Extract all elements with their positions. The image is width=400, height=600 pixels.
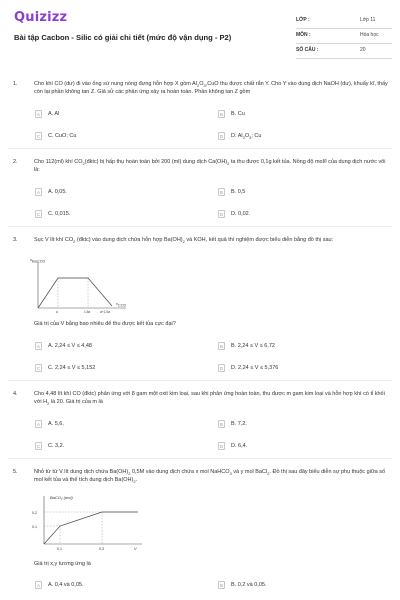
meta-row-class: [296, 14, 392, 29]
option-letter-box: B: [218, 188, 225, 196]
y-axis-label: BaCO₃ (mol): [50, 495, 73, 500]
option-d[interactable]: [218, 210, 378, 222]
option-letter-box: C: [36, 444, 41, 449]
option-label: A. 2,24 ≤ V ≤ 4,48: [48, 343, 92, 349]
option-a[interactable]: [35, 342, 195, 354]
option-letter-box: A: [35, 581, 42, 589]
question-number: 1.: [13, 81, 18, 87]
option-c[interactable]: [35, 442, 195, 454]
option-d[interactable]: [218, 132, 378, 144]
meta-row-subject: [296, 29, 392, 44]
divider: [8, 148, 392, 149]
question-number: 5.: [13, 469, 18, 475]
option-letter-box: A: [35, 188, 42, 196]
option-b[interactable]: [218, 420, 378, 432]
option-label: A. 0,4 và 0,05.: [48, 582, 84, 588]
x-tick-label: 0,1: [57, 547, 62, 551]
question-text: Giá trị x,y tương ứng là: [34, 561, 91, 567]
meta-value: Hóa học: [360, 32, 379, 38]
option-label: A. 0,05.: [48, 189, 67, 195]
x-axis-label: $n_{CO2}$: [116, 302, 127, 308]
option-label: B. 2,24 ≤ V ≤ 6,72: [231, 343, 275, 349]
option-letter-box: B: [218, 110, 225, 118]
y-tick-label: 0,1: [32, 525, 37, 529]
question-number: 2.: [13, 159, 18, 165]
meta-key: SỐ CÂU :: [296, 47, 319, 53]
option-label: D. 0,02.: [231, 211, 251, 217]
option-label: B. 0,5: [231, 189, 246, 195]
option-label: A. 5,6.: [48, 421, 64, 427]
divider: [8, 380, 392, 381]
meta-value: 20: [360, 47, 366, 53]
precipitate-graph-q3: [30, 258, 130, 314]
question-text: Cho 112(ml) khí $CO_2(đktc)$ bị hấp thụ hoàn toàn bởi 200 (ml) dung dịch $Ca(OH)_2$ ta thu được 0,1g kết tủa. Nồng độ mol/l của dung dịch nước vôi là:: [34, 159, 386, 174]
divider: [8, 458, 392, 459]
quizizz-logo: Quizizz: [14, 10, 68, 25]
question-text: Giá trị của V bằng bao nhiêu để thu được kết tủa cực đại?: [34, 321, 176, 327]
question-text: Cho khí CO (dư) đi vào ống sứ nung nóng đựng hỗn hợp X gồm $Al_2O_3,CuO$ thu được chất rắn Y. Cho Y vào dung dịch NaOH (dư), khuấy kĩ, thấy còn lại phần không tan Z. Giả sử các phản ứng xảy ra hoàn toàn. Phần không tan Z gồm: [34, 81, 388, 96]
graph-line: [44, 512, 138, 544]
divider: [8, 226, 392, 227]
option-letter-box: D: [219, 444, 224, 449]
option-label: D. 6,4.: [231, 443, 248, 449]
option-letter-box: B: [218, 581, 225, 589]
question-number: 4.: [13, 391, 18, 397]
y-tick-label: 0,2: [32, 511, 37, 515]
worksheet-meta: [296, 14, 392, 59]
option-b[interactable]: [218, 342, 378, 354]
x-tick-label: 0,3: [99, 547, 104, 551]
x-tick-label: 1,5a: [84, 310, 91, 314]
option-label: A. Al: [48, 111, 60, 117]
option-label: D. $Al_2O_3$; Cu: [231, 133, 262, 141]
precipitate-graph-q5: [30, 492, 150, 554]
option-letter-box: C: [36, 212, 41, 217]
question-text: Sục V lít khí $CO_2$ (đktc) vào dung dịch chứa hỗn hợp $Ba(OH)_2$ và KOH, kết quả thí nghiệm được biểu diễn bằng đồ thị sau:: [34, 237, 334, 245]
option-letter-box: B: [218, 342, 225, 350]
option-a[interactable]: [35, 188, 195, 200]
option-c[interactable]: [35, 364, 195, 376]
option-label: C. 2,24 ≤ V ≤ 5,152: [48, 365, 96, 371]
question-text: Cho 4,48 lít khí CO (đktc) phản ứng với 8 gam một oxit kim loại, sau khi phản ứng hoàn toàn, thu được m gam kim loại và hỗn hợp khí có tỉ khối với $H_2$ là 20. Giá trị của m là: [34, 391, 385, 407]
meta-row-count: [296, 44, 392, 59]
option-letter-box: C: [36, 134, 41, 139]
option-letter-box: D: [219, 212, 224, 217]
option-label: B. Cu: [231, 111, 245, 117]
option-d[interactable]: [218, 442, 378, 454]
option-label: B. 0,2 và 0,05.: [231, 582, 267, 588]
meta-key: LỚP :: [296, 17, 310, 23]
option-b[interactable]: [218, 188, 378, 200]
option-letter-box: C: [36, 366, 41, 371]
meta-key: MÔN :: [296, 32, 311, 38]
option-b[interactable]: [218, 581, 378, 593]
option-label: C. CuO; Cu: [48, 133, 77, 139]
y-axis-label: $n_{BaCO3}$: [30, 258, 46, 264]
option-letter-box: A: [35, 342, 42, 350]
option-letter-box: A: [35, 110, 42, 118]
option-b[interactable]: [218, 110, 378, 122]
page-title: Bài tập Cacbon - Silic có giải chi tiết (mức độ vận dụng - P2): [14, 33, 232, 42]
worksheet-header: [0, 0, 400, 62]
option-letter-box: B: [218, 420, 225, 428]
option-letter-box: D: [219, 366, 224, 371]
meta-value: Lớp 11: [360, 17, 376, 23]
option-a[interactable]: [35, 581, 195, 593]
option-a[interactable]: [35, 110, 195, 122]
option-label: B. 7,2.: [231, 421, 247, 427]
x-tick-label: a+1,5a: [100, 310, 110, 314]
option-c[interactable]: [35, 210, 195, 222]
option-d[interactable]: [218, 364, 378, 376]
question-number: 3.: [13, 237, 18, 243]
option-letter-box: A: [35, 420, 42, 428]
question-text: Nhỏ từ từ V lít dung dịch chứa $Ba(OH)_2$ 0,5M vào dung dịch chứa x mol NaHCO$_3$ và y mol BaCl$_2$. Đồ thị sau đây biểu diễn sự phụ thuộc giữa số mol kết tủa và thể tích dung dịch $Ba(OH)_2$.: [34, 469, 386, 485]
option-label: C. 3,2.: [48, 443, 65, 449]
option-label: D. 2,24 ≤ V ≤ 5,376: [231, 365, 279, 371]
x-axis-label: V: [134, 546, 137, 551]
option-letter-box: D: [219, 134, 224, 139]
option-a[interactable]: [35, 420, 195, 432]
x-tick-label: a: [56, 310, 58, 314]
option-c[interactable]: [35, 132, 195, 144]
graph-line: [38, 278, 112, 308]
option-label: C. 0,015.: [48, 211, 71, 217]
